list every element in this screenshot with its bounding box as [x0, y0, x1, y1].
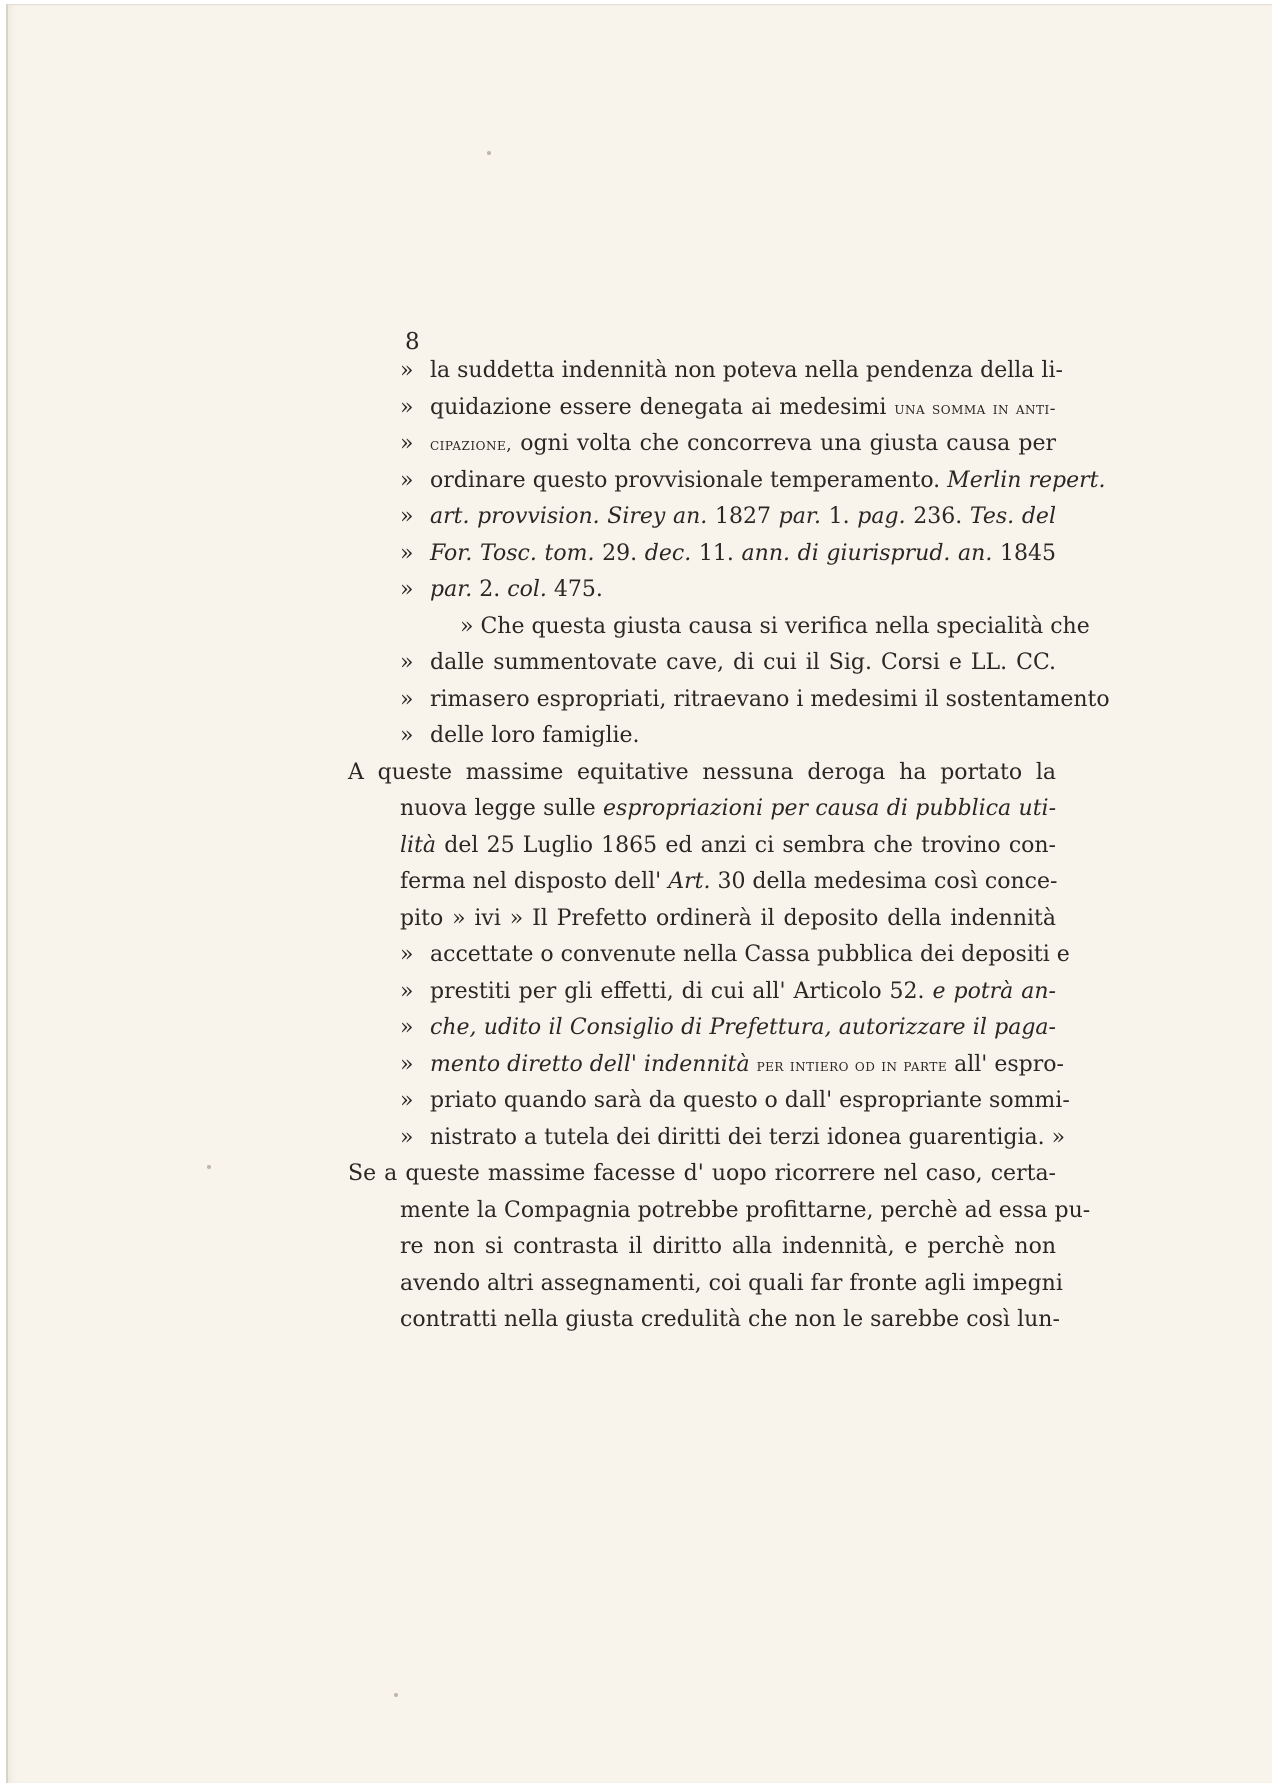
text-segment: pito » ivi » Il Prefetto ordinerà il deposito della indennità	[400, 905, 1056, 931]
italic-text: dec.	[644, 540, 692, 566]
paper-speck	[207, 1165, 211, 1169]
text-line	[400, 791, 1056, 827]
text-segment: ogni volta che concorreva una giusta causa per	[512, 431, 1056, 456]
text-line	[348, 755, 1056, 791]
italic-text: col.	[507, 577, 547, 602]
text-segment: quidazione essere denegata ai medesimi	[430, 394, 895, 420]
italic-text: pag.	[857, 504, 906, 529]
quote-mark: »	[400, 394, 414, 420]
text-line	[460, 609, 1090, 645]
text-segment: 29.	[594, 540, 645, 566]
quote-mark: »	[400, 650, 414, 675]
text-line	[400, 1229, 1056, 1265]
text-line	[400, 901, 1056, 937]
italic-text: che, udito il Consiglio di Prefettura, autorizzare il paga-	[430, 1015, 1056, 1040]
quote-mark: »	[400, 577, 414, 602]
document-page	[6, 4, 1272, 1783]
text-segment: ordinare questo provvisionale temperamento.	[430, 467, 948, 493]
text-segment: rimasero espropriati, ritraevano i medesimi il sostentamento	[430, 686, 1110, 712]
text-segment: avendo altri assegnamenti, coi quali far fronte agli impegni	[400, 1270, 1063, 1296]
text-segment	[750, 1052, 757, 1077]
text-line	[348, 1156, 1056, 1192]
text-line	[400, 1302, 1060, 1338]
quote-mark: »	[400, 540, 414, 566]
text-segment: Se a queste massime facesse d' uopo ricorrere nel caso, certa-	[348, 1161, 1056, 1186]
quote-mark: »	[400, 467, 414, 493]
text-segment: ferma nel disposto dell'	[400, 869, 669, 894]
text-line	[400, 353, 1063, 389]
paper-speck	[487, 151, 491, 155]
text-line	[400, 426, 1056, 462]
italic-text: Art.	[668, 869, 711, 894]
text-line	[400, 828, 1056, 864]
text-segment: priato quando sarà da questo o dall' espropriante sommi-	[430, 1088, 1070, 1113]
text-line	[400, 1083, 1070, 1119]
text-segment: nistrato a tutela dei diritti dei terzi idonea guarentigia. »	[430, 1124, 1066, 1150]
italic-text: art. provvision. Sirey an.	[430, 504, 708, 529]
text-line	[400, 1193, 1091, 1229]
small-caps-text: per intiero od in parte	[756, 1055, 948, 1076]
quote-mark: »	[400, 942, 414, 967]
italic-text: lità	[400, 832, 437, 858]
quote-mark: »	[400, 504, 414, 529]
text-line	[400, 937, 1070, 973]
text-segment: 1845	[992, 540, 1056, 566]
text-segment: all' espro-	[947, 1051, 1064, 1077]
quote-mark: »	[400, 1088, 414, 1113]
quote-mark: »	[400, 1015, 414, 1040]
text-line	[400, 463, 1106, 499]
text-line	[400, 1047, 1064, 1083]
quote-mark: »	[400, 1051, 414, 1077]
quote-mark: »	[400, 1124, 414, 1150]
text-segment: delle loro famiglie.	[430, 723, 640, 748]
italic-text: mento diretto dell' indennità	[430, 1051, 750, 1077]
text-line	[400, 390, 1056, 426]
text-segment: del 25 Luglio 1865 ed anzi ci sembra che trovino con-	[436, 832, 1056, 858]
text-segment: prestiti per gli effetti, di cui all' Articolo 52.	[430, 978, 933, 1004]
text-segment: nuova legge sulle	[400, 796, 604, 821]
text-line	[400, 536, 1056, 572]
italic-text: e potrà an-	[932, 978, 1056, 1004]
text-segment: 30 della medesima così conce-	[710, 869, 1058, 894]
italic-text: For. Tosc. tom.	[430, 540, 595, 566]
text-line	[400, 682, 1110, 718]
text-segment: 1.	[820, 504, 858, 529]
italic-text: par.	[430, 577, 473, 602]
text-line	[400, 864, 1056, 900]
text-line	[400, 1120, 1066, 1156]
text-segment: 1827	[707, 504, 779, 529]
text-line	[400, 718, 1056, 754]
italic-text: par.	[778, 504, 821, 529]
text-segment: contratti nella giusta credulità che non le sarebbe così lun-	[400, 1307, 1060, 1332]
small-caps-text: una somma in anti-	[894, 398, 1056, 419]
quote-mark: »	[400, 723, 414, 748]
quote-mark: »	[400, 431, 414, 456]
text-line	[400, 645, 1056, 681]
text-line	[400, 1010, 1056, 1046]
text-segment: 236.	[905, 504, 970, 529]
text-segment: » Che questa giusta causa si verifica nella specialità che	[460, 613, 1090, 639]
text-segment: 2.	[472, 577, 508, 602]
text-segment: 475.	[546, 577, 603, 602]
text-segment: 11.	[691, 540, 742, 566]
italic-text: Tes. del	[969, 504, 1056, 529]
italic-text: ann. di giurisprud. an.	[741, 540, 993, 566]
italic-text: Merlin repert.	[947, 467, 1106, 493]
quote-mark: »	[400, 358, 414, 383]
paper-speck	[394, 1693, 398, 1697]
text-line	[400, 499, 1056, 535]
text-segment: dalle summentovate cave, di cui il Sig. Corsi e LL. CC.	[430, 650, 1056, 675]
text-line	[400, 1266, 1063, 1302]
text-line	[400, 572, 1056, 608]
text-segment: re non si contrasta il diritto alla indennità, e perchè non	[400, 1234, 1056, 1259]
text-line	[400, 974, 1056, 1010]
quote-mark: »	[400, 686, 414, 712]
quote-mark: »	[400, 978, 414, 1004]
text-segment: mente la Compagnia potrebbe profittarne, perchè ad essa pu-	[400, 1197, 1091, 1223]
text-segment: accettate o convenute nella Cassa pubblica dei depositi e	[430, 942, 1070, 967]
text-segment: la suddetta indennità non poteva nella pendenza della li-	[430, 358, 1063, 383]
page-number: 8	[405, 329, 420, 355]
text-segment: A queste massime equitative nessuna deroga ha portato la	[348, 759, 1056, 785]
italic-text: espropriazioni per causa di pubblica uti-	[603, 796, 1057, 821]
small-caps-text: cipazione,	[430, 435, 513, 455]
